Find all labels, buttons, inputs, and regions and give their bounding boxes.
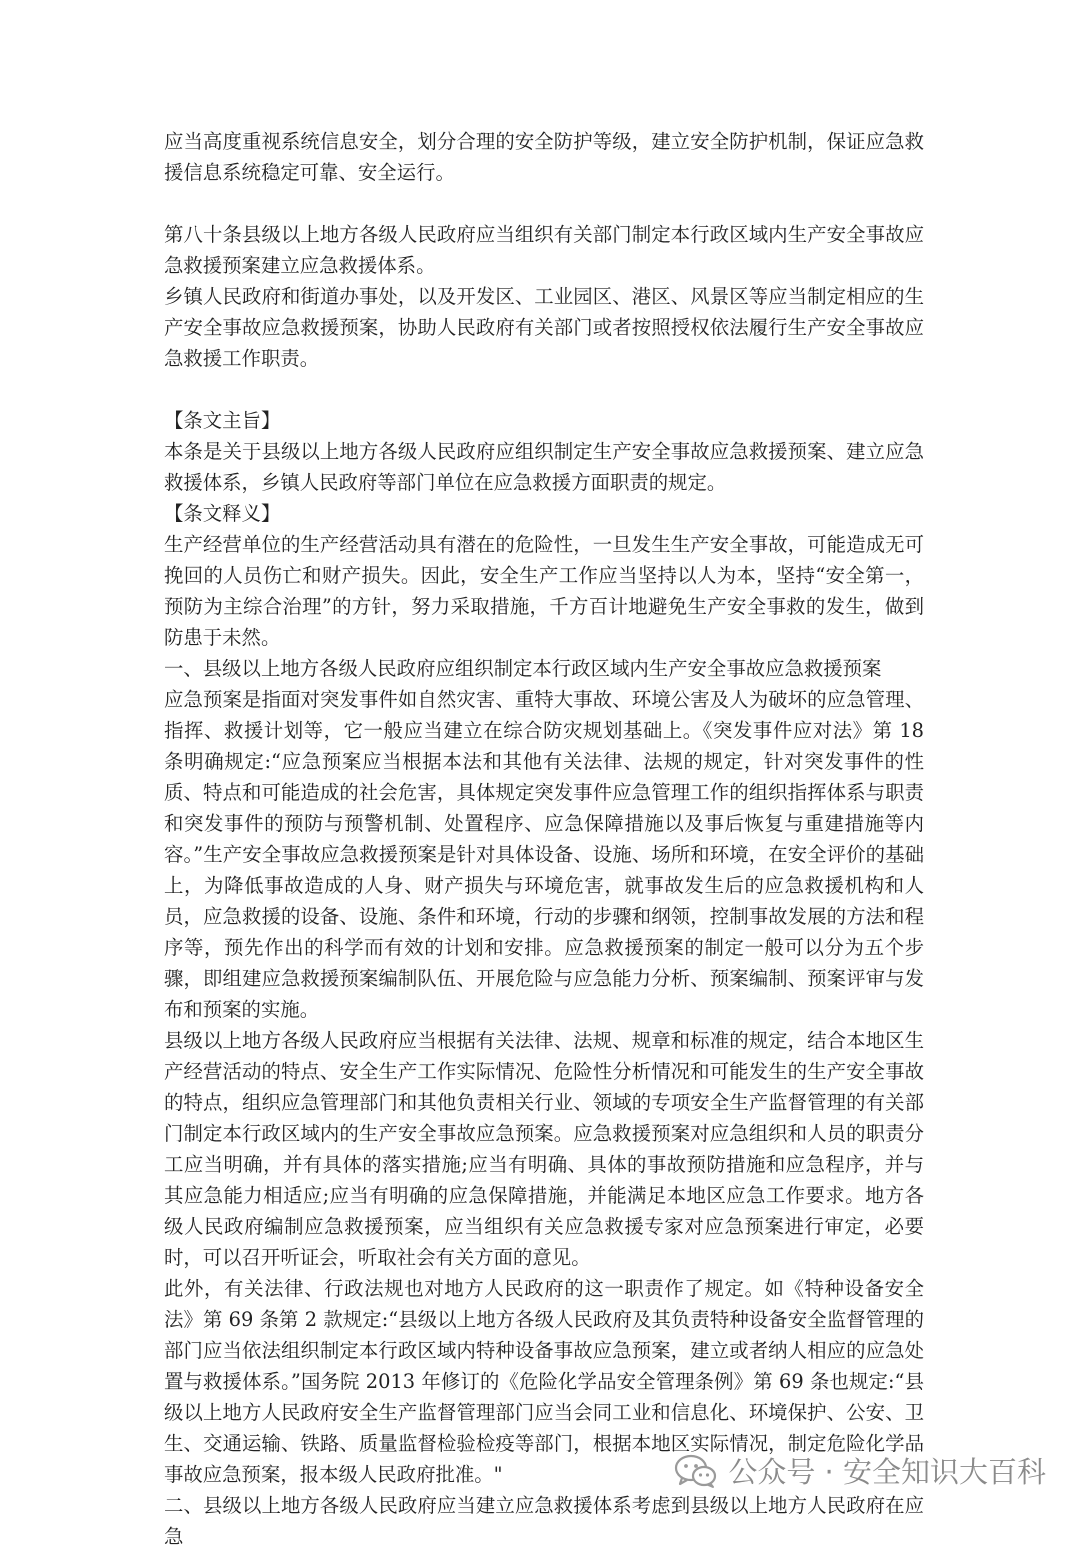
heading-article-interpretation: 【条文释义】: [164, 502, 281, 525]
paragraph-emergency-plan-definition: 应急预案是指面对突发事件如自然灾害、重特大事故、环境公害及人为破坏的应急管理、指挥、救援计划等，它一般应当建立在综合防灾规划基础上。《突发事件应对法》第 18 条明确规定:“应急预案应当根据本法和其他有关法律、法规的规定，针对突发事件的性质、特点和可能造成的社会危害，具体规定突发事件应急管理工作的组织指挥体系与职责和突发事件的预防与预警机制、处置程序、应急保障措施以及事后恢复与重建措施等内容。”生产安全事故应急救援预案是针对具体设备、设施、场所和环境，在安全评价的基础上，为降低事故造成的人身、财产损失与环境危害，就事故发生后的应急救援机构和人员，应急救援的设备、设施、条件和环境，行动的步骤和纲领，控制事故发展的方法和程序等，预先作出的科学而有效的计划和安排。应急救援预案的制定一般可以分为五个步骤，即组建应急救援预案编制队伍、开展危险与应急能力分析、预案编制、预案评审与发布和预案的实施。: [164, 688, 924, 1021]
paragraph-county-government-duties: 县级以上地方各级人民政府应当根据有关法律、法规、规章和标准的规定，结合本地区生产经营活动的特点、安全生产工作实际情况、危险性分析情况和可能发生的生产安全事故的特点，组织应急管理部门和其他负责相关行业、领域的专项安全生产监督管理的有关部门制定本行政区域内的生产安全事故应急预案。应急救援预案对应急组织和人员的职责分工应当明确，并有具体的落实措施;应当有明确、具体的事故预防措施和应急程序，并与其应急能力相适应;应当有明确的应急保障措施，并能满足本地区应急工作要求。地方各级人民政府编制应急救援预案，应当组织有关应急救援专家对应急预案进行审定，必要时，可以召开听证会，听取社会有关方面的意见。: [164, 1029, 924, 1269]
heading-article-purpose: 【条文主旨】: [164, 409, 281, 432]
paragraph-article-80: 第八十条县级以上地方各级人民政府应当组织有关部门制定本行政区域内生产安全事故应急救援预案建立应急救援体系。: [164, 223, 924, 277]
document-body: [164, 126, 924, 1552]
paragraph-hazard-intro: 生产经营单位的生产经营活动具有潜在的危险性，一旦发生生产安全事故，可能造成无可挽回的人员伤亡和财产损失。因此，安全生产工作应当坚持以人为本，坚持“安全第一，预防为主综合治理”的方针，努力采取措施，千方百计地避免生产安全事救的发生，做到防患于未然。: [164, 533, 924, 649]
watermark: [674, 1450, 1046, 1491]
paragraph-township-duties: 乡镇人民政府和街道办事处，以及开发区、工业园区、港区、风景区等应当制定相应的生产安全事故应急救援预案，协助人民政府有关部门或者按照授权依法履行生产安全事故应急救援工作职责。: [164, 285, 924, 370]
paragraph-system-security: 应当高度重视系统信息安全，划分合理的安全防护等级，建立安全防护机制，保证应急救援信息系统稳定可靠、安全运行。: [164, 130, 924, 184]
paragraph-article-purpose: 本条是关于县级以上地方各级人民政府应组织制定生产安全事故应急救援预案、建立应急救援体系，乡镇人民政府等部门单位在应急救援方面职责的规定。: [164, 440, 924, 494]
section-heading-one: 一、县级以上地方各级人民政府应组织制定本行政区域内生产安全事故应急救援预案: [164, 657, 882, 680]
wechat-icon: [674, 1453, 718, 1489]
paragraph-related-laws: 此外，有关法律、行政法规也对地方人民政府的这一职责作了规定。如《特种设备安全法》第 69 条第 2 款规定:“县级以上地方各级人民政府及其负责特种设备安全监督管理的部门应当依法组织制定本行政区域内特种设备事故应急预案，建立或者纳人相应的应急处置与救援体系。”国务院 2013 年修订的《危险化学品安全管理条例》第 69 条也规定:“县级以上地方人民政府安全生产监督管理部门应当会同工业和信息化、环境保护、公安、卫生、交通运输、铁路、质量监督检验检疫等部门，根据本地区实际情况，制定危险化学品事故应急预案，报本级人民政府批准。": [164, 1277, 924, 1486]
section-heading-two: 二、县级以上地方各级人民政府应当建立应急救援体系考虑到县级以上地方人民政府在应急: [164, 1494, 924, 1548]
watermark-text: 公众号 · 安全知识大百科: [728, 1455, 1046, 1489]
